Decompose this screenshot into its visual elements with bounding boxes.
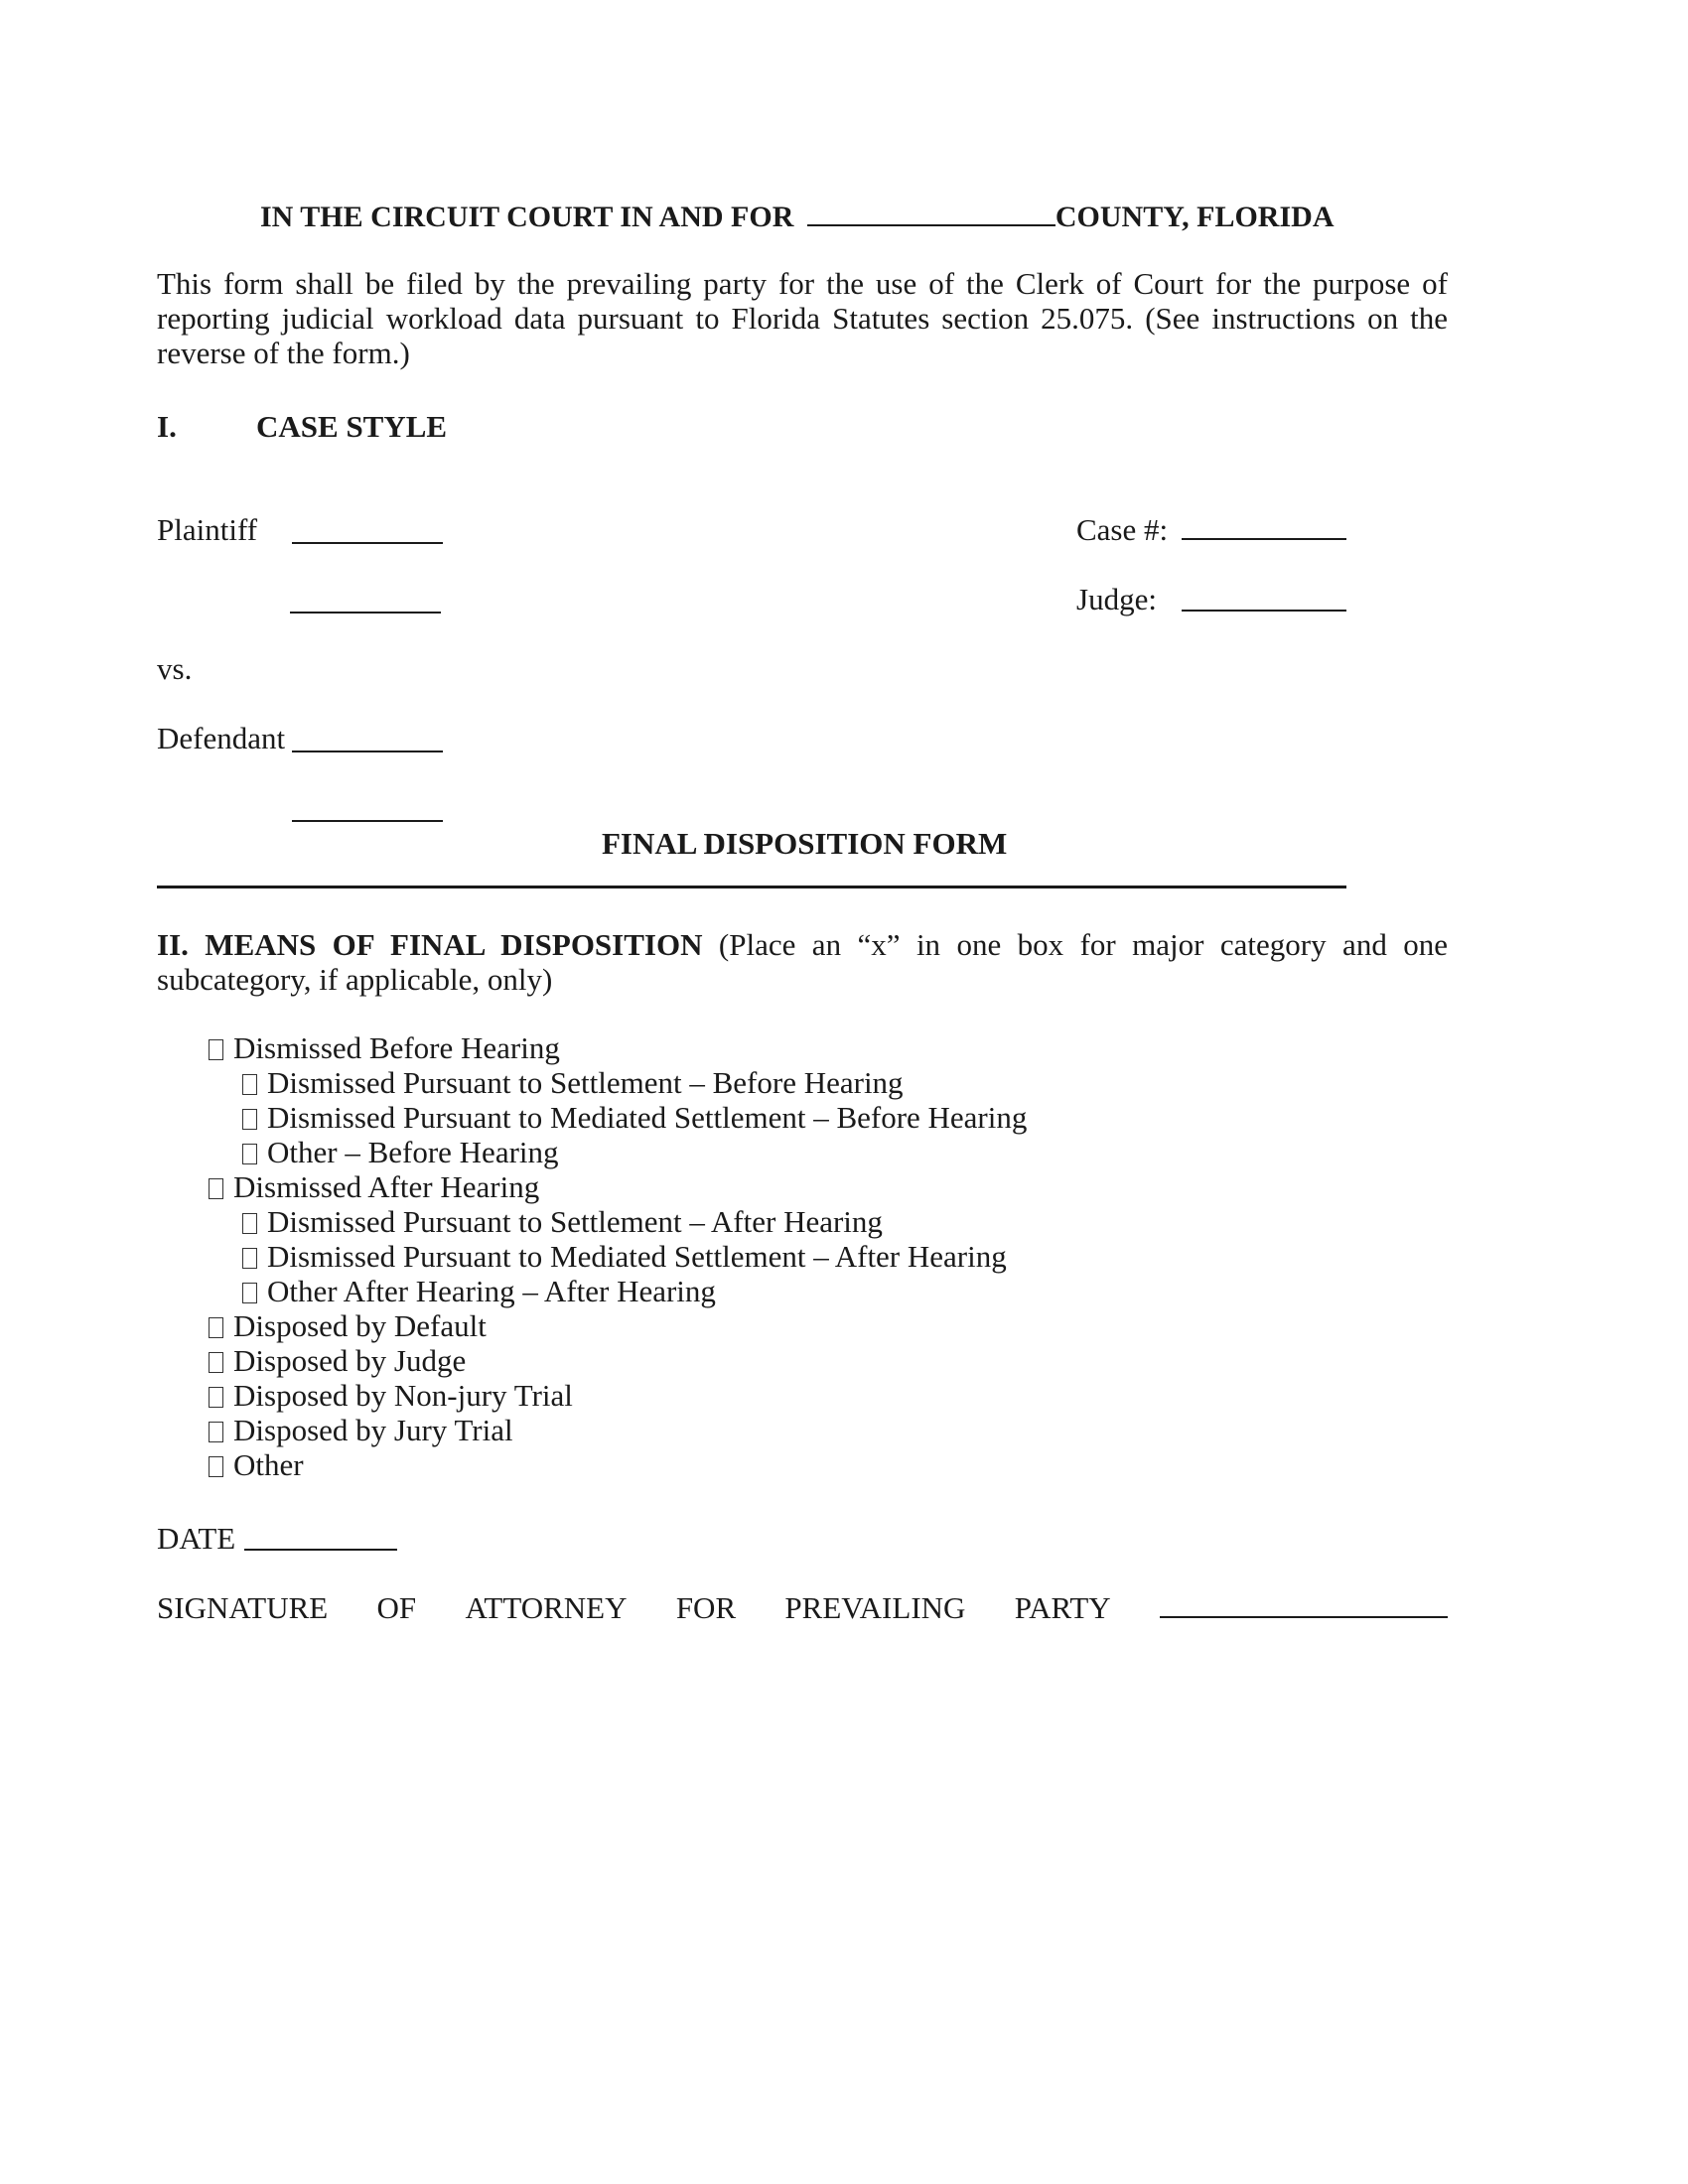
option-checkbox[interactable] <box>242 1109 257 1130</box>
judge-field[interactable] <box>1182 610 1346 612</box>
option-label: Other – Before Hearing <box>267 1135 559 1169</box>
option-label: Dismissed Before Hearing <box>233 1030 560 1065</box>
option-checkbox[interactable] <box>242 1213 257 1234</box>
option-checkbox[interactable] <box>209 1422 223 1442</box>
disposition-option <box>242 1102 1027 1133</box>
option-label: Disposed by Default <box>233 1308 487 1343</box>
section2-heading <box>157 927 1448 997</box>
section1-number: I. <box>157 409 177 444</box>
judge-label: Judge: <box>1076 582 1157 616</box>
disposition-option <box>209 1415 513 1445</box>
plaintiff-field-1[interactable] <box>292 542 443 544</box>
option-label: Dismissed Pursuant to Mediated Settlement – After Hearing <box>267 1239 1007 1274</box>
disposition-option <box>209 1310 487 1341</box>
disposition-option <box>242 1276 716 1306</box>
option-checkbox[interactable] <box>242 1248 257 1269</box>
option-checkbox[interactable] <box>242 1283 257 1303</box>
form-title: FINAL DISPOSITION FORM <box>602 826 1008 861</box>
option-checkbox[interactable] <box>209 1352 223 1373</box>
vs-label: vs. <box>157 651 193 686</box>
defendant-field-2[interactable] <box>292 820 443 822</box>
signature-word: FOR <box>675 1590 737 1625</box>
defendant-field-1[interactable] <box>292 751 443 752</box>
signature-field[interactable] <box>1160 1592 1448 1618</box>
option-label: Dismissed After Hearing <box>233 1169 540 1204</box>
disposition-option <box>242 1137 559 1167</box>
title-divider <box>157 886 1346 888</box>
plaintiff-label: Plaintiff <box>157 512 258 547</box>
signature-row <box>157 1592 1448 1623</box>
case-number-label: Case #: <box>1076 512 1169 547</box>
plaintiff-field-2[interactable] <box>290 612 441 614</box>
section1-title: CASE STYLE <box>256 409 448 444</box>
option-checkbox[interactable] <box>209 1178 223 1199</box>
option-label: Disposed by Non-jury Trial <box>233 1378 573 1413</box>
date-field[interactable] <box>244 1549 397 1551</box>
case-number-field[interactable] <box>1182 538 1346 540</box>
disposition-option <box>209 1345 466 1376</box>
option-checkbox[interactable] <box>242 1144 257 1164</box>
court-heading-prefix: IN THE CIRCUIT COURT IN AND FOR <box>260 201 794 233</box>
section2-title: II. MEANS OF FINAL DISPOSITION <box>157 927 703 962</box>
disposition-option <box>209 1380 573 1411</box>
disposition-option <box>242 1067 904 1098</box>
disposition-option <box>209 1171 539 1202</box>
option-label: Disposed by Judge <box>233 1343 467 1378</box>
court-heading-suffix: COUNTY, FLORIDA <box>1055 201 1335 233</box>
option-checkbox[interactable] <box>209 1317 223 1338</box>
date-label: DATE <box>157 1521 236 1556</box>
option-label: Other <box>233 1447 304 1482</box>
intro-paragraph: This form shall be filed by the prevailing party for the use of the Clerk of Court for the purpose of reporting judicial workload data pursuant to Florida Statutes section 25.075. (See instructions on the reverse of the form.) <box>157 266 1448 370</box>
disposition-option <box>242 1206 883 1237</box>
option-label: Dismissed Pursuant to Settlement – Before Hearing <box>267 1065 904 1100</box>
option-checkbox[interactable] <box>209 1387 223 1408</box>
disposition-option <box>209 1032 560 1063</box>
signature-word: OF <box>376 1590 417 1625</box>
option-checkbox[interactable] <box>209 1456 223 1477</box>
section2-instruction: (Place an “x” in one box for major category and one subcategory, if applicable, only) <box>157 927 1449 997</box>
option-checkbox[interactable] <box>242 1074 257 1095</box>
signature-word: PREVAILING <box>784 1590 966 1625</box>
option-checkbox[interactable] <box>209 1039 223 1060</box>
option-label: Other After Hearing – After Hearing <box>267 1274 716 1308</box>
court-heading <box>260 203 1334 232</box>
disposition-option <box>242 1241 1007 1272</box>
option-label: Disposed by Jury Trial <box>233 1413 513 1447</box>
signature-word: SIGNATURE <box>157 1590 329 1625</box>
county-blank[interactable] <box>807 223 1055 226</box>
option-label: Dismissed Pursuant to Mediated Settlement – Before Hearing <box>267 1100 1028 1135</box>
signature-word: PARTY <box>1014 1590 1111 1625</box>
defendant-label: Defendant <box>157 721 286 755</box>
disposition-option <box>209 1449 304 1480</box>
signature-word: ATTORNEY <box>465 1590 628 1625</box>
option-label: Dismissed Pursuant to Settlement – After Hearing <box>267 1204 883 1239</box>
